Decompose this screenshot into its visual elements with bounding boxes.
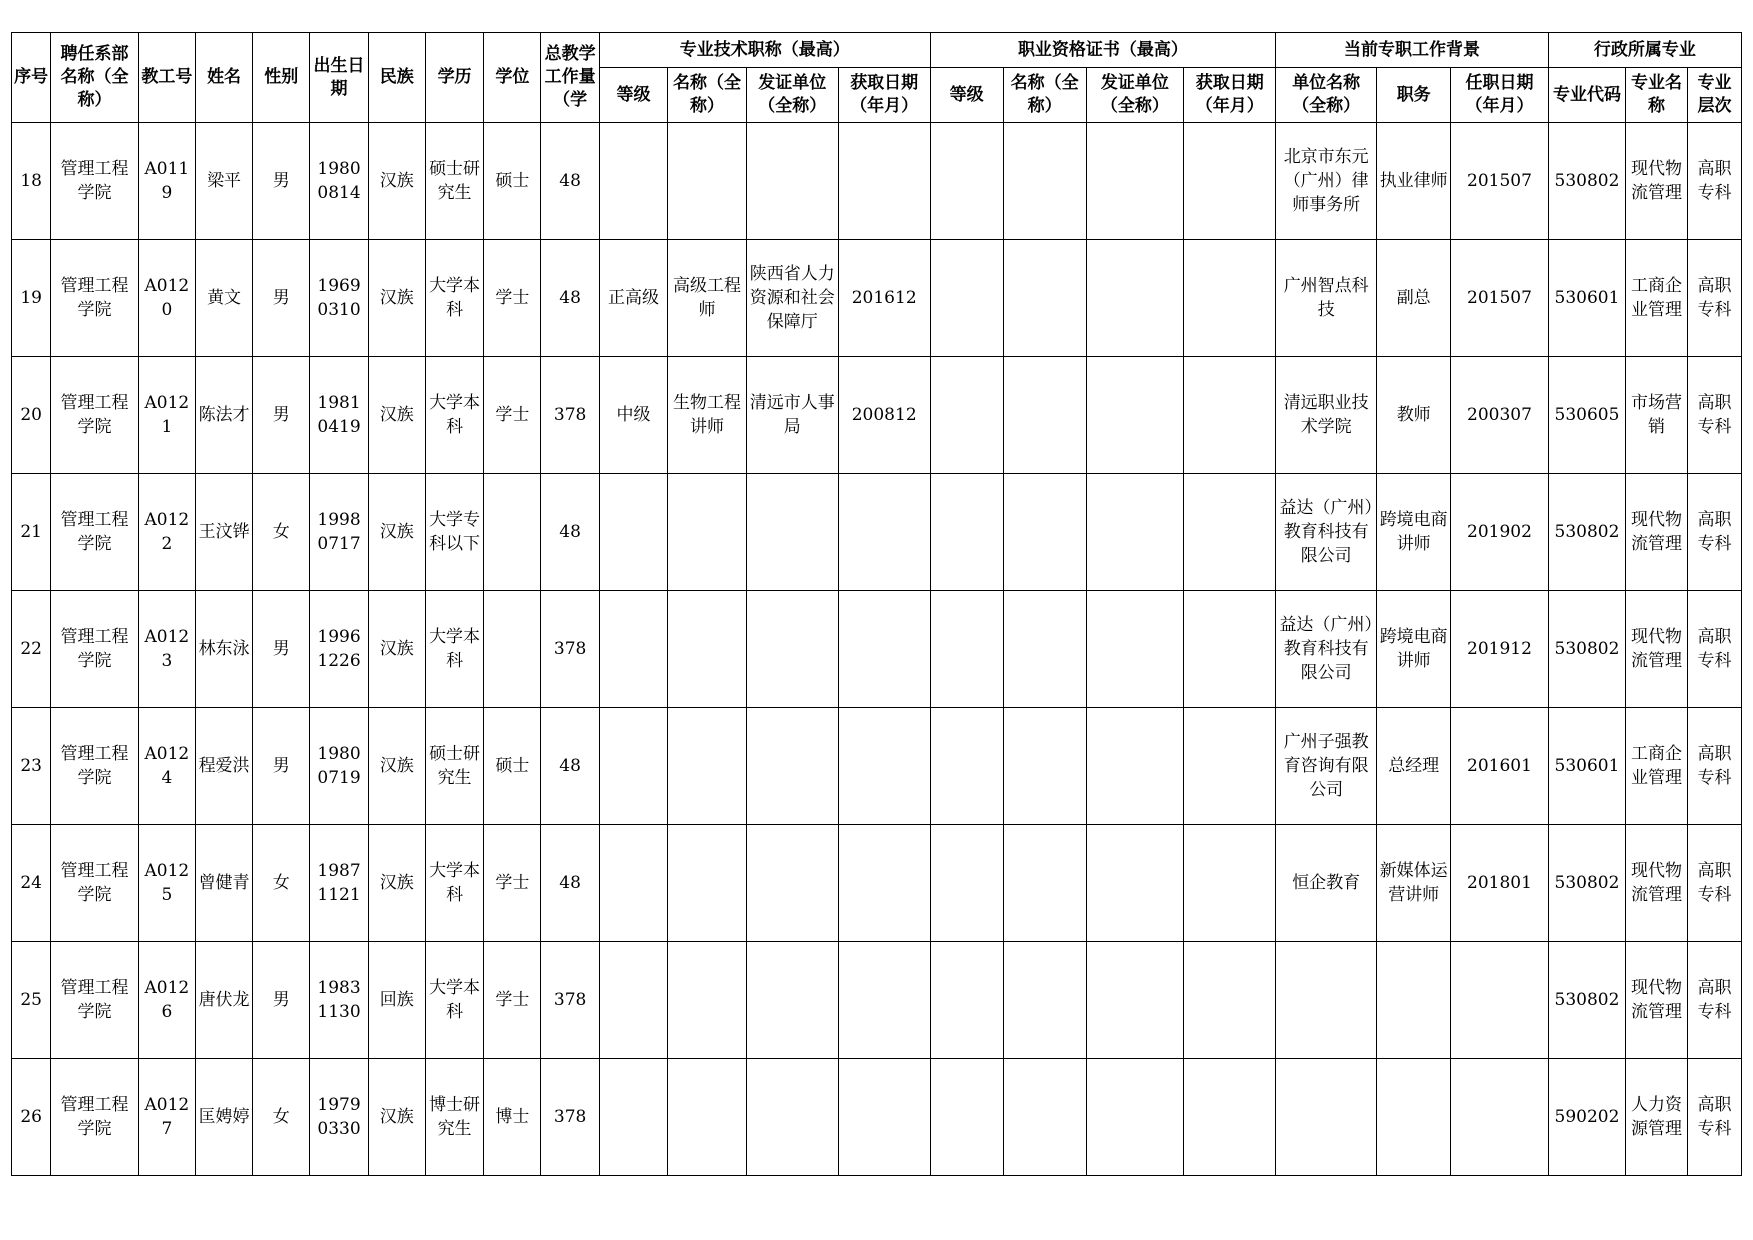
header-cert-date: 获取日期（年月）	[1184, 68, 1276, 123]
cell-workload: 48	[541, 708, 599, 825]
cell-workload: 378	[541, 357, 599, 474]
cell-major-name: 现代物流管理	[1626, 942, 1688, 1059]
cell-staff-id: A0119	[138, 123, 195, 240]
cell-gender: 男	[253, 708, 310, 825]
header-cert-name: 名称（全称）	[1003, 68, 1086, 123]
cell-tech-level	[599, 474, 667, 591]
cell-major-code: 530802	[1548, 591, 1625, 708]
cell-workload: 378	[541, 1059, 599, 1176]
cell-tech-issuer: 清远市人事局	[746, 357, 838, 474]
cell-name: 唐伏龙	[195, 942, 252, 1059]
header-workload	[541, 33, 599, 123]
cell-tech-name	[668, 942, 747, 1059]
cell-major-level: 高职专科	[1687, 1059, 1741, 1176]
table-row	[12, 708, 1742, 825]
cell-dept: 管理工程学院	[51, 591, 139, 708]
cell-job-position	[1377, 942, 1451, 1059]
cell-degree: 学士	[484, 942, 541, 1059]
cell-cert-date	[1184, 942, 1276, 1059]
cell-cert-level	[930, 942, 1003, 1059]
cell-job-position: 跨境电商讲师	[1377, 591, 1451, 708]
cell-staff-id: A0123	[138, 591, 195, 708]
cell-name: 陈法才	[195, 357, 252, 474]
table-body	[12, 123, 1742, 1176]
cell-birth: 19790330	[310, 1059, 368, 1176]
header-tech-issuer: 发证单位（全称）	[746, 68, 838, 123]
cell-gender: 男	[253, 591, 310, 708]
cell-cert-name	[1003, 591, 1086, 708]
cell-seq: 25	[12, 942, 51, 1059]
cell-cert-level	[930, 591, 1003, 708]
cell-cert-name	[1003, 1059, 1086, 1176]
cell-cert-issuer	[1086, 474, 1184, 591]
cell-major-level: 高职专科	[1687, 240, 1741, 357]
header-cert-group: 职业资格证书（最高）	[930, 33, 1276, 68]
cell-major-code: 530601	[1548, 708, 1625, 825]
header-major-name-text: 专业名称	[1631, 73, 1683, 116]
cell-seq: 18	[12, 123, 51, 240]
cell-name: 曾健青	[195, 825, 252, 942]
cell-cert-name	[1003, 942, 1086, 1059]
header-seq: 序号	[12, 33, 51, 123]
cell-cert-level	[930, 474, 1003, 591]
cell-cert-date	[1184, 708, 1276, 825]
header-dept: 聘任系部名称（全称）	[51, 33, 139, 123]
cell-degree: 学士	[484, 357, 541, 474]
cell-tech-name	[668, 1059, 747, 1176]
cell-tech-date	[838, 591, 930, 708]
cell-education: 博士研究生	[425, 1059, 483, 1176]
cell-major-name: 人力资源管理	[1626, 1059, 1688, 1176]
cell-tech-issuer	[746, 708, 838, 825]
cell-cert-name	[1003, 123, 1086, 240]
cell-workload: 378	[541, 591, 599, 708]
header-degree: 学位	[484, 33, 541, 123]
cell-job-date: 200307	[1451, 357, 1549, 474]
cell-major-name: 市场营销	[1626, 357, 1688, 474]
cell-birth: 19980717	[310, 474, 368, 591]
cell-cert-issuer	[1086, 357, 1184, 474]
cell-job-unit: 广州智点科技	[1276, 240, 1377, 357]
cell-cert-date	[1184, 474, 1276, 591]
cell-seq: 21	[12, 474, 51, 591]
cell-cert-level	[930, 240, 1003, 357]
cell-dept: 管理工程学院	[51, 825, 139, 942]
cell-workload: 48	[541, 474, 599, 591]
cell-degree: 硕士	[484, 123, 541, 240]
cell-birth: 19810419	[310, 357, 368, 474]
cell-major-level: 高职专科	[1687, 942, 1741, 1059]
staff-table-container	[11, 32, 1742, 1176]
cell-job-unit: 北京市东元（广州）律师事务所	[1276, 123, 1377, 240]
cell-cert-name	[1003, 240, 1086, 357]
cell-major-code: 530605	[1548, 357, 1625, 474]
cell-cert-issuer	[1086, 123, 1184, 240]
cell-dept: 管理工程学院	[51, 240, 139, 357]
cell-major-name: 现代物流管理	[1626, 474, 1688, 591]
header-job-group: 当前专职工作背景	[1276, 33, 1549, 68]
cell-degree: 学士	[484, 825, 541, 942]
cell-staff-id: A0125	[138, 825, 195, 942]
header-job-date: 任职日期（年月）	[1451, 68, 1549, 123]
cell-staff-id: A0120	[138, 240, 195, 357]
cell-dept: 管理工程学院	[51, 474, 139, 591]
header-major-group: 行政所属专业	[1548, 33, 1741, 68]
cell-major-level: 高职专科	[1687, 708, 1741, 825]
cell-major-level: 高职专科	[1687, 474, 1741, 591]
cell-major-name: 现代物流管理	[1626, 591, 1688, 708]
cell-education: 大学本科	[425, 591, 483, 708]
cell-ethnicity: 汉族	[368, 1059, 425, 1176]
cell-tech-level	[599, 123, 667, 240]
header-job-position: 职务	[1377, 68, 1451, 123]
cell-tech-date	[838, 1059, 930, 1176]
cell-major-name: 现代物流管理	[1626, 123, 1688, 240]
cell-seq: 24	[12, 825, 51, 942]
cell-tech-name	[668, 474, 747, 591]
cell-tech-name	[668, 123, 747, 240]
header-birth: 出生日期	[310, 33, 368, 123]
cell-education: 硕士研究生	[425, 708, 483, 825]
cell-tech-issuer	[746, 1059, 838, 1176]
cell-cert-name	[1003, 825, 1086, 942]
cell-job-date	[1451, 942, 1549, 1059]
header-major-name	[1626, 68, 1688, 123]
cell-degree: 博士	[484, 1059, 541, 1176]
header-cert-level: 等级	[930, 68, 1003, 123]
cell-job-date: 201801	[1451, 825, 1549, 942]
table-row	[12, 357, 1742, 474]
table-row	[12, 474, 1742, 591]
cell-job-date	[1451, 1059, 1549, 1176]
cell-education: 大学专科以下	[425, 474, 483, 591]
cell-major-level: 高职专科	[1687, 357, 1741, 474]
cell-workload: 48	[541, 123, 599, 240]
cell-ethnicity: 汉族	[368, 357, 425, 474]
cell-cert-date	[1184, 1059, 1276, 1176]
header-gender: 性别	[253, 33, 310, 123]
cell-tech-level	[599, 591, 667, 708]
cell-seq: 26	[12, 1059, 51, 1176]
cell-major-level: 高职专科	[1687, 591, 1741, 708]
cell-tech-name	[668, 708, 747, 825]
cell-staff-id: A0121	[138, 357, 195, 474]
cell-staff-id: A0126	[138, 942, 195, 1059]
cell-job-position: 执业律师	[1377, 123, 1451, 240]
cell-job-position: 副总	[1377, 240, 1451, 357]
cell-education: 大学本科	[425, 942, 483, 1059]
cell-tech-issuer	[746, 942, 838, 1059]
header-major-code: 专业代码	[1548, 68, 1625, 123]
cell-tech-level	[599, 708, 667, 825]
cell-cert-issuer	[1086, 591, 1184, 708]
cell-job-unit: 益达（广州）教育科技有限公司	[1276, 591, 1377, 708]
cell-dept: 管理工程学院	[51, 1059, 139, 1176]
cell-birth: 19961226	[310, 591, 368, 708]
cell-birth: 19690310	[310, 240, 368, 357]
cell-tech-date	[838, 123, 930, 240]
cell-job-date: 201507	[1451, 240, 1549, 357]
cell-workload: 48	[541, 825, 599, 942]
cell-job-unit	[1276, 942, 1377, 1059]
cell-cert-issuer	[1086, 708, 1184, 825]
table-row	[12, 825, 1742, 942]
cell-dept: 管理工程学院	[51, 942, 139, 1059]
cell-cert-level	[930, 123, 1003, 240]
cell-birth: 19871121	[310, 825, 368, 942]
header-tech-level: 等级	[599, 68, 667, 123]
cell-ethnicity: 汉族	[368, 474, 425, 591]
cell-cert-date	[1184, 240, 1276, 357]
table-row	[12, 240, 1742, 357]
cell-job-date: 201902	[1451, 474, 1549, 591]
cell-tech-name	[668, 825, 747, 942]
cell-job-date: 201601	[1451, 708, 1549, 825]
cell-ethnicity: 汉族	[368, 591, 425, 708]
cell-birth: 19800814	[310, 123, 368, 240]
cell-major-code: 530802	[1548, 474, 1625, 591]
table-row	[12, 123, 1742, 240]
cell-education: 大学本科	[425, 357, 483, 474]
table-header	[12, 33, 1742, 123]
cell-name: 林东泳	[195, 591, 252, 708]
cell-tech-issuer	[746, 123, 838, 240]
cell-tech-date	[838, 708, 930, 825]
cell-gender: 女	[253, 825, 310, 942]
cell-tech-name: 高级工程师	[668, 240, 747, 357]
cell-tech-issuer: 陕西省人力资源和社会保障厅	[746, 240, 838, 357]
cell-job-unit: 清远职业技术学院	[1276, 357, 1377, 474]
cell-ethnicity: 汉族	[368, 240, 425, 357]
cell-major-level: 高职专科	[1687, 825, 1741, 942]
cell-major-code: 530802	[1548, 825, 1625, 942]
cell-seq: 19	[12, 240, 51, 357]
cell-gender: 女	[253, 474, 310, 591]
cell-cert-date	[1184, 591, 1276, 708]
cell-degree: 学士	[484, 240, 541, 357]
header-tech-name: 名称（全称）	[668, 68, 747, 123]
cell-gender: 男	[253, 123, 310, 240]
cell-major-level: 高职专科	[1687, 123, 1741, 240]
cell-tech-date: 200812	[838, 357, 930, 474]
cell-cert-level	[930, 1059, 1003, 1176]
cell-tech-date	[838, 942, 930, 1059]
header-tech-date: 获取日期（年月）	[838, 68, 930, 123]
cell-gender: 男	[253, 942, 310, 1059]
header-ethnicity: 民族	[368, 33, 425, 123]
cell-education: 硕士研究生	[425, 123, 483, 240]
cell-cert-issuer	[1086, 942, 1184, 1059]
cell-tech-date	[838, 825, 930, 942]
cell-cert-level	[930, 708, 1003, 825]
cell-name: 匡娉婷	[195, 1059, 252, 1176]
header-major-level: 专业层次	[1687, 68, 1741, 123]
cell-cert-date	[1184, 825, 1276, 942]
cell-dept: 管理工程学院	[51, 708, 139, 825]
header-name: 姓名	[195, 33, 252, 123]
cell-cert-date	[1184, 357, 1276, 474]
header-job-unit: 单位名称（全称）	[1276, 68, 1377, 123]
cell-job-position: 跨境电商讲师	[1377, 474, 1451, 591]
cell-tech-name	[668, 591, 747, 708]
cell-ethnicity: 回族	[368, 942, 425, 1059]
cell-tech-date	[838, 474, 930, 591]
cell-ethnicity: 汉族	[368, 708, 425, 825]
cell-cert-name	[1003, 708, 1086, 825]
cell-cert-issuer	[1086, 1059, 1184, 1176]
cell-cert-level	[930, 357, 1003, 474]
header-tech-title-group: 专业技术职称（最高）	[599, 33, 930, 68]
cell-major-code: 530802	[1548, 123, 1625, 240]
cell-staff-id: A0124	[138, 708, 195, 825]
cell-dept: 管理工程学院	[51, 357, 139, 474]
cell-name: 黄文	[195, 240, 252, 357]
cell-major-code: 590202	[1548, 1059, 1625, 1176]
header-cert-issuer: 发证单位（全称）	[1086, 68, 1184, 123]
cell-major-code: 530601	[1548, 240, 1625, 357]
cell-staff-id: A0127	[138, 1059, 195, 1176]
cell-tech-level: 正高级	[599, 240, 667, 357]
cell-cert-name	[1003, 474, 1086, 591]
cell-tech-date: 201612	[838, 240, 930, 357]
cell-job-position: 教师	[1377, 357, 1451, 474]
cell-job-unit: 广州子强教育咨询有限公司	[1276, 708, 1377, 825]
cell-ethnicity: 汉族	[368, 825, 425, 942]
cell-seq: 20	[12, 357, 51, 474]
cell-tech-level	[599, 1059, 667, 1176]
cell-tech-name: 生物工程讲师	[668, 357, 747, 474]
cell-cert-date	[1184, 123, 1276, 240]
cell-education: 大学本科	[425, 825, 483, 942]
table-row	[12, 1059, 1742, 1176]
cell-gender: 女	[253, 1059, 310, 1176]
cell-tech-issuer	[746, 591, 838, 708]
cell-job-unit	[1276, 1059, 1377, 1176]
cell-dept: 管理工程学院	[51, 123, 139, 240]
cell-ethnicity: 汉族	[368, 123, 425, 240]
table-row	[12, 942, 1742, 1059]
cell-tech-level	[599, 942, 667, 1059]
cell-major-name: 工商企业管理	[1626, 708, 1688, 825]
cell-seq: 23	[12, 708, 51, 825]
cell-education: 大学本科	[425, 240, 483, 357]
cell-degree	[484, 474, 541, 591]
cell-cert-issuer	[1086, 240, 1184, 357]
cell-workload: 48	[541, 240, 599, 357]
cell-job-unit: 益达（广州）教育科技有限公司	[1276, 474, 1377, 591]
cell-seq: 22	[12, 591, 51, 708]
cell-tech-level: 中级	[599, 357, 667, 474]
header-workload-text: 总教学工作量（学	[544, 44, 596, 110]
cell-gender: 男	[253, 240, 310, 357]
cell-cert-level	[930, 825, 1003, 942]
cell-birth: 19831130	[310, 942, 368, 1059]
table-row	[12, 591, 1742, 708]
cell-degree: 硕士	[484, 708, 541, 825]
cell-cert-name	[1003, 357, 1086, 474]
cell-job-date: 201507	[1451, 123, 1549, 240]
cell-job-unit: 恒企教育	[1276, 825, 1377, 942]
cell-major-name: 工商企业管理	[1626, 240, 1688, 357]
cell-major-name: 现代物流管理	[1626, 825, 1688, 942]
cell-staff-id: A0122	[138, 474, 195, 591]
cell-gender: 男	[253, 357, 310, 474]
cell-major-code: 530802	[1548, 942, 1625, 1059]
cell-workload: 378	[541, 942, 599, 1059]
cell-job-position	[1377, 1059, 1451, 1176]
cell-job-date: 201912	[1451, 591, 1549, 708]
staff-table	[11, 32, 1742, 1176]
cell-cert-issuer	[1086, 825, 1184, 942]
cell-name: 程爱洪	[195, 708, 252, 825]
cell-tech-issuer	[746, 474, 838, 591]
cell-name: 王汶铧	[195, 474, 252, 591]
cell-degree	[484, 591, 541, 708]
cell-name: 梁平	[195, 123, 252, 240]
cell-job-position: 新媒体运营讲师	[1377, 825, 1451, 942]
header-staff-id: 教工号	[138, 33, 195, 123]
cell-tech-issuer	[746, 825, 838, 942]
cell-job-position: 总经理	[1377, 708, 1451, 825]
cell-tech-level	[599, 825, 667, 942]
cell-birth: 19800719	[310, 708, 368, 825]
header-education: 学历	[425, 33, 483, 123]
